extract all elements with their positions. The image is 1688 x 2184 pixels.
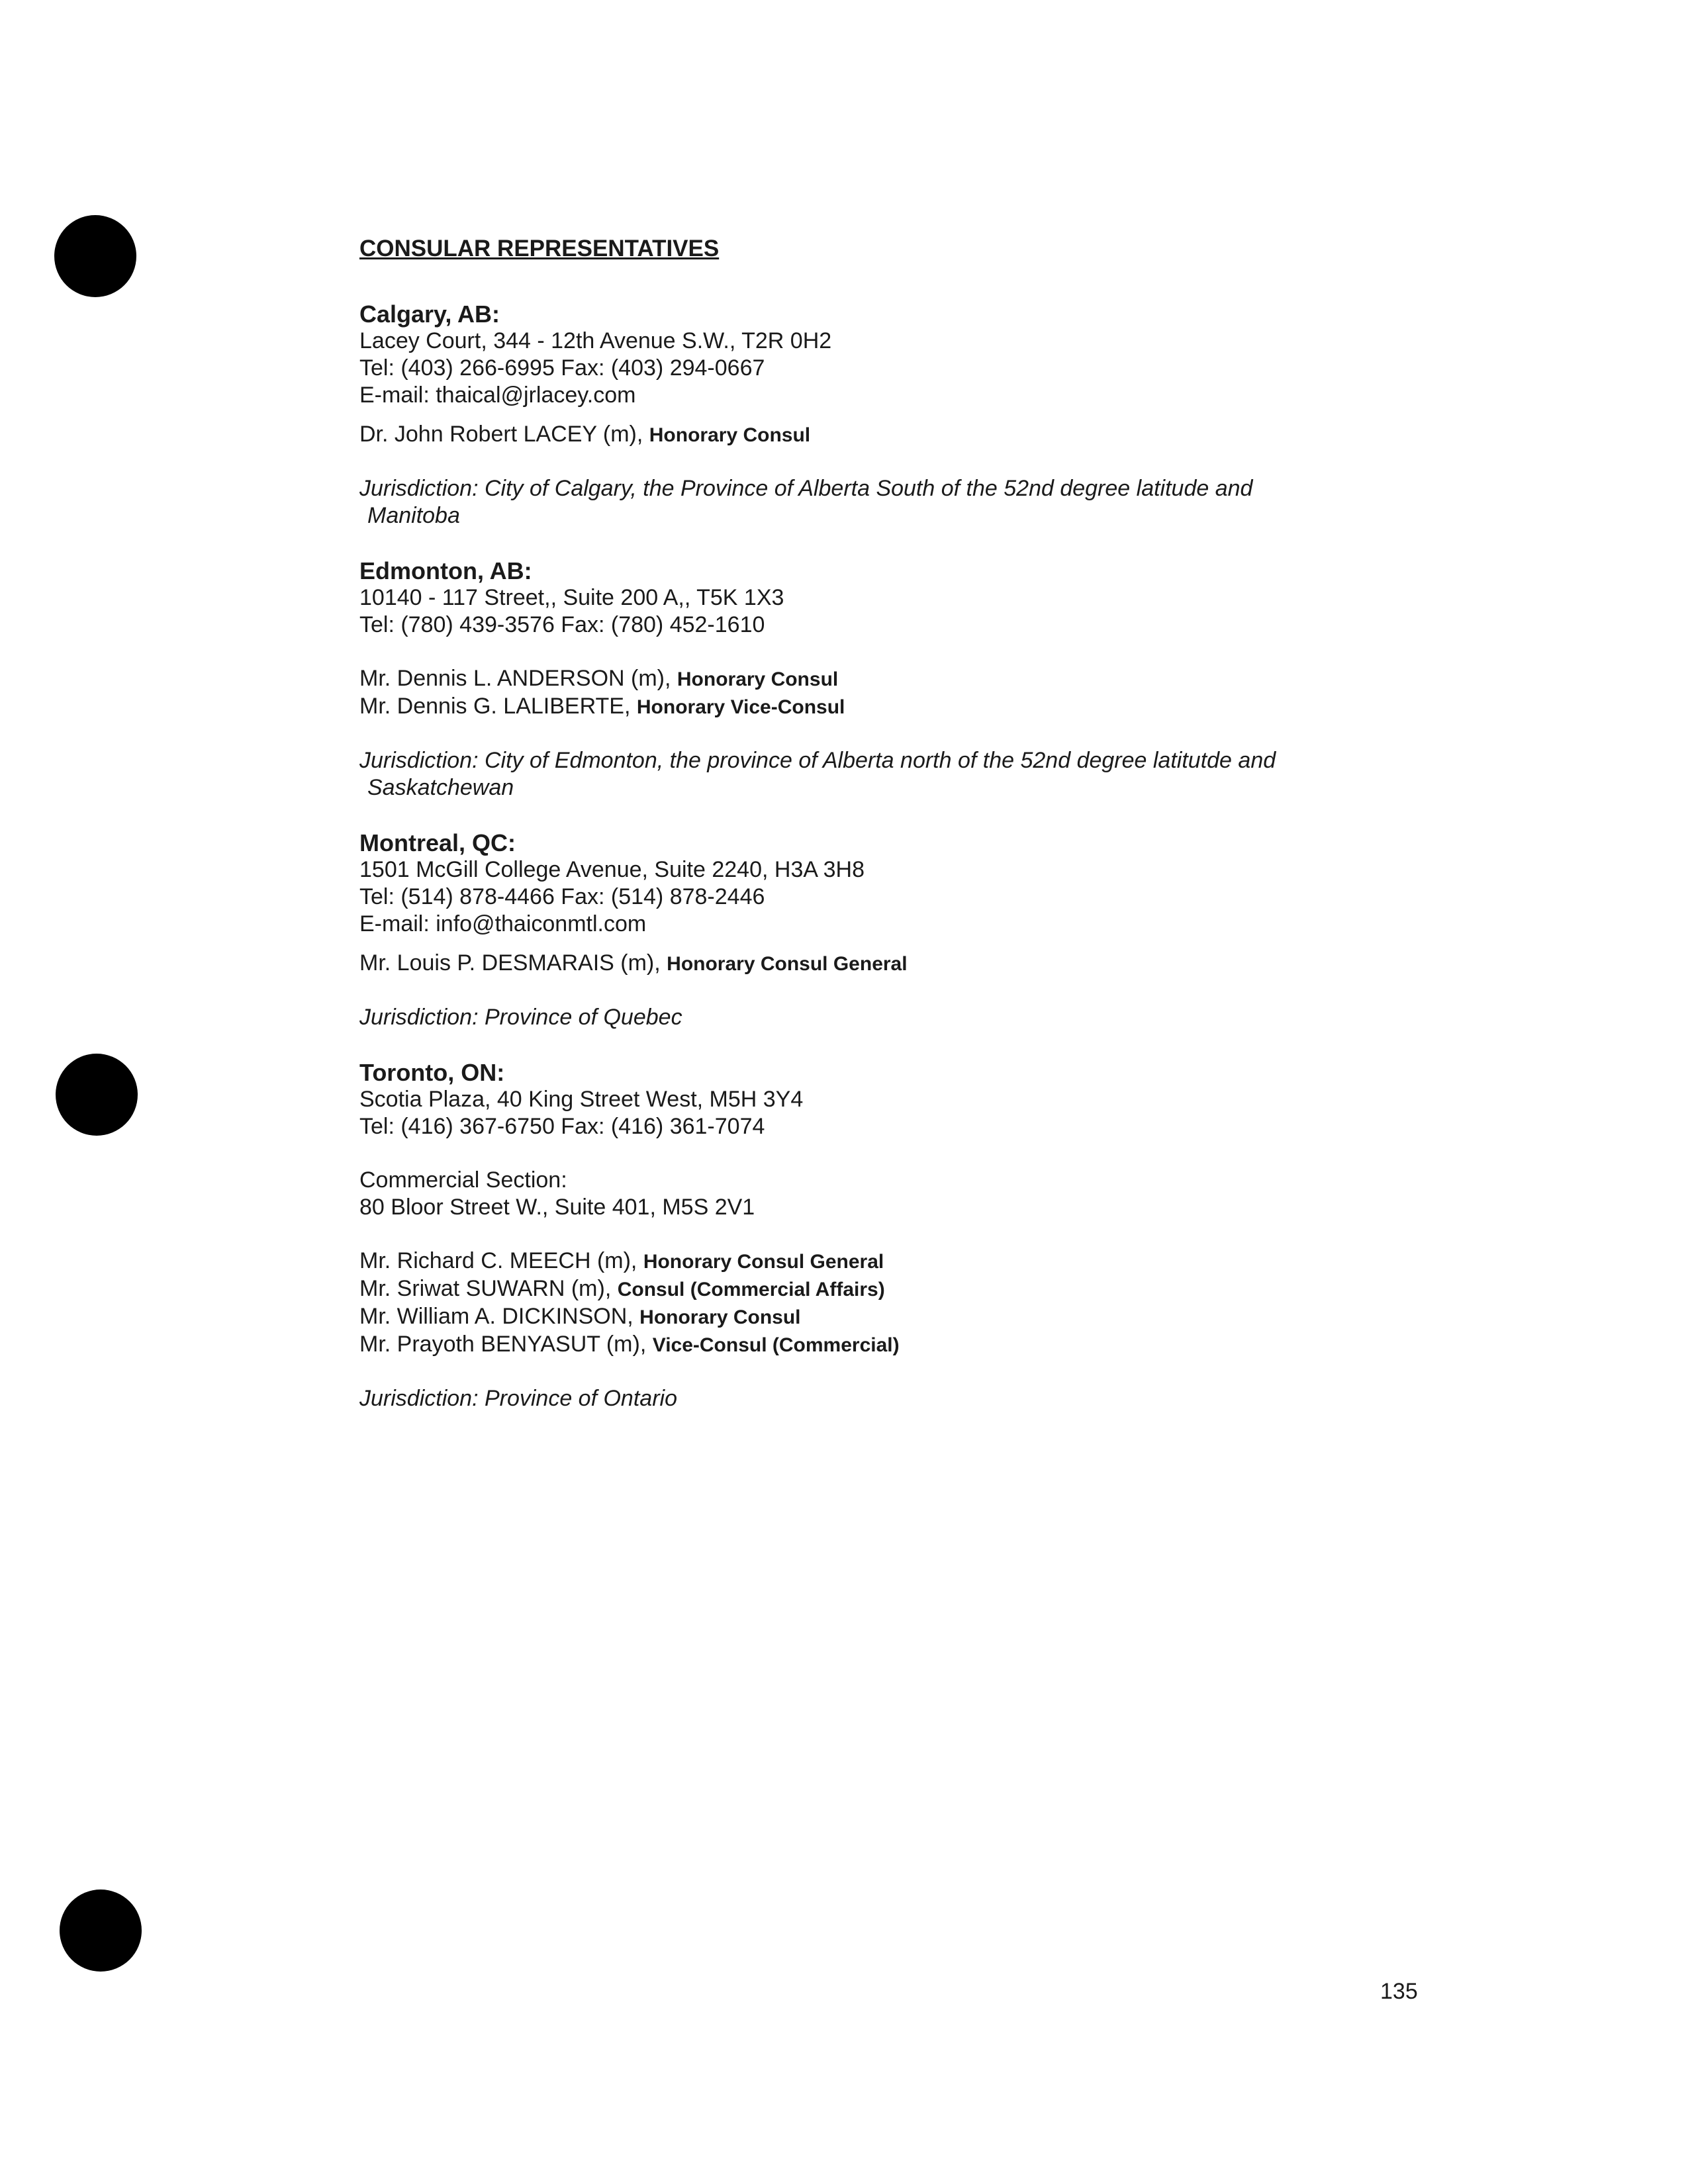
binder-hole-top	[54, 215, 136, 297]
address: 1501 McGill College Avenue, Suite 2240, H3A 3H8	[359, 857, 865, 882]
person-role: Vice-Consul (Commercial)	[652, 1334, 900, 1356]
person-entry	[359, 1248, 1419, 1275]
person-entry	[359, 1331, 1419, 1359]
person-role: Honorary Consul	[639, 1306, 801, 1328]
section-montreal	[359, 829, 1419, 1031]
page-number: 135	[1380, 1979, 1418, 2004]
person-role: Honorary Consul	[649, 424, 811, 446]
binder-hole-middle	[56, 1054, 138, 1136]
section-toronto	[359, 1059, 1419, 1412]
jurisdiction-line-1: Jurisdiction: City of Calgary, the Province of Alberta South of the 52nd degree latitude and	[359, 476, 1253, 501]
person-role: Honorary Consul General	[643, 1251, 884, 1273]
page-heading: CONSULAR REPRESENTATIVES	[359, 236, 720, 261]
address: 10140 - 117 Street,, Suite 200 A,, T5K 1X3	[359, 585, 784, 610]
city-name: Calgary, AB:	[359, 300, 500, 328]
person-name: Mr. Prayoth BENYASUT (m),	[359, 1332, 647, 1357]
section-calgary	[359, 300, 1419, 529]
section-edmonton	[359, 557, 1419, 801]
person-name: Mr. Sriwat SUWARN (m),	[359, 1276, 612, 1301]
person-entry	[359, 1303, 1419, 1331]
document-body	[359, 235, 1419, 1412]
jurisdiction	[359, 1385, 1419, 1412]
phone-fax: Tel: (514) 878-4466 Fax: (514) 878-2446	[359, 884, 765, 909]
jurisdiction-line-2: Saskatchewan	[367, 775, 514, 800]
city-name: Edmonton, AB:	[359, 557, 532, 584]
commercial-section-label: Commercial Section:	[359, 1167, 567, 1193]
person-entry	[359, 665, 1419, 693]
phone-fax: Tel: (416) 367-6750 Fax: (416) 361-7074	[359, 1114, 765, 1139]
phone-fax: Tel: (403) 266-6995 Fax: (403) 294-0667	[359, 355, 765, 381]
email: E-mail: info@thaiconmtl.com	[359, 911, 647, 936]
person-entry	[359, 1275, 1419, 1303]
person-name: Mr. Richard C. MEECH (m),	[359, 1248, 637, 1273]
email: E-mail: thaical@jrlacey.com	[359, 383, 636, 408]
person-role: Honorary Vice-Consul	[636, 696, 845, 718]
jurisdiction-line-1: Jurisdiction: Province of Ontario	[359, 1386, 677, 1411]
person-role: Consul (Commercial Affairs)	[617, 1279, 885, 1300]
person-name: Dr. John Robert LACEY (m),	[359, 422, 643, 447]
address: Scotia Plaza, 40 King Street West, M5H 3Y4	[359, 1087, 804, 1112]
person-entry	[359, 950, 1419, 978]
person-role: Honorary Consul	[677, 668, 839, 690]
address: Lacey Court, 344 - 12th Avenue S.W., T2R 0H2	[359, 328, 832, 353]
jurisdiction-line-2: Manitoba	[367, 503, 460, 528]
person-entry	[359, 693, 1419, 721]
jurisdiction-line-1: Jurisdiction: Province of Quebec	[359, 1005, 682, 1030]
person-role: Honorary Consul General	[667, 953, 908, 975]
person-name: Mr. Louis P. DESMARAIS (m),	[359, 950, 661, 976]
commercial-section-address: 80 Bloor Street W., Suite 401, M5S 2V1	[359, 1195, 755, 1220]
jurisdiction	[359, 1004, 1419, 1031]
jurisdiction	[359, 747, 1419, 801]
person-name: Mr. Dennis L. ANDERSON (m),	[359, 666, 671, 691]
phone-fax: Tel: (780) 439-3576 Fax: (780) 452-1610	[359, 612, 765, 637]
person-name: Mr. William A. DICKINSON,	[359, 1304, 633, 1329]
person-name: Mr. Dennis G. LALIBERTE,	[359, 694, 631, 719]
jurisdiction	[359, 475, 1419, 529]
city-name: Montreal, QC:	[359, 829, 516, 856]
binder-hole-bottom	[60, 1889, 142, 1972]
city-name: Toronto, ON:	[359, 1059, 505, 1086]
jurisdiction-line-1: Jurisdiction: City of Edmonton, the province of Alberta north of the 52nd degree latitutde and	[359, 748, 1276, 773]
person-entry	[359, 421, 1419, 449]
